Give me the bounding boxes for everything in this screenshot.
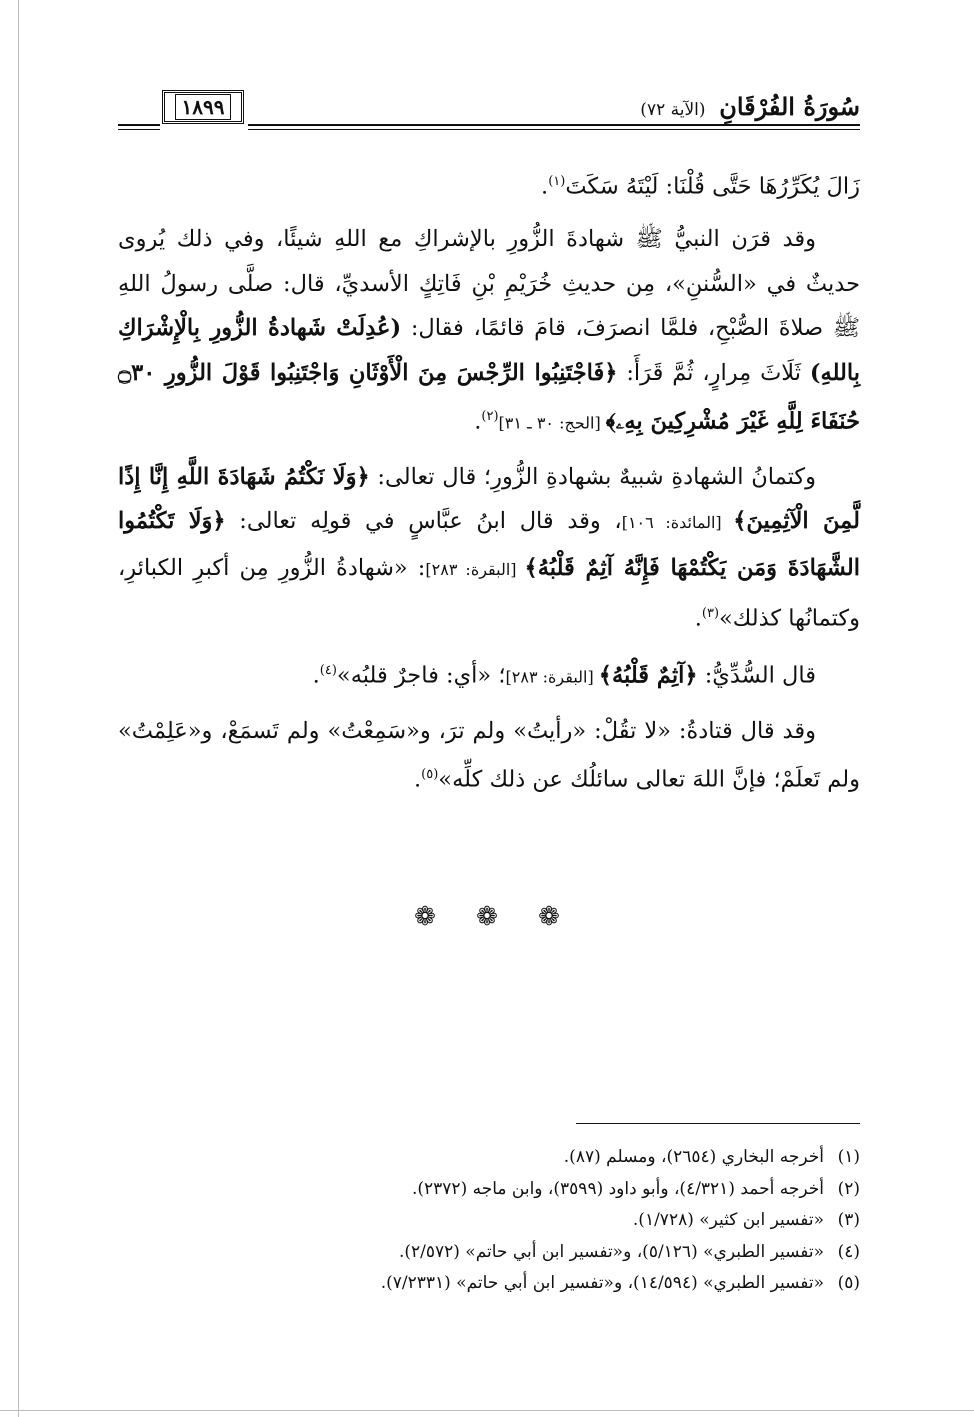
paragraph-text: ثَلَاثَ مِرارٍ، ثُمَّ قَرَأَ:: [617, 359, 810, 386]
footnote-number: (٥): [837, 1273, 860, 1293]
footnote-item: [220, 1205, 860, 1237]
main-text: [118, 160, 860, 802]
scan-bottom-line: [0, 1410, 974, 1411]
paragraph-kitman: وكتمانُ الشهادةِ شبيهٌ بشهادةِ الزُّورِ؛ قال تعالى: ﴿وَلَا نَكْتُمُ شَهَادَةَ اللَّهِ إِنَّا إِذًا لَّمِنَ الْآثِمِينَ﴾ [المائدة: ١٠٦]، وقد قال ابنُ عبَّاسٍ في قولِه تعالى: ﴿وَلَا تَكْتُمُوا الشَّهَادَةَ وَمَن يَكْتُمْهَا فَإِنَّهُ آثِمٌ قَلْبُهُ﴾ [البقرة: ٢٨٣]: «شهادةُ الزُّورِ مِن أكبرِ الكبائرِ، وكتمانُها كذلك»$^{(٣)}$.: [118, 463, 861, 632]
footnote-text: أخرجه البخاري (٢٦٥٤)، ومسلم (٨٧).: [563, 1147, 824, 1167]
footnote-item: [220, 1142, 860, 1174]
footnote-item: [220, 1268, 860, 1300]
footnote-number: (١): [837, 1147, 860, 1167]
footnote-ref-4: (٤): [319, 663, 337, 679]
verse-reference: [الحج: ٣٠ ـ ٣١]: [498, 413, 606, 433]
header-rule: [248, 124, 860, 130]
paragraph-shahadat-zur: وقد قرَن النبيُّ ﷺ شهادةَ الزُّورِ بالإشراكِ مع اللهِ شيئًا، وفي ذلك يُروى حديثٌ في «السُّننِ»، مِن حديثِ خُرَيْمِ بْنِ فَاتِكٍ الأسديِّ، قال: صلَّى رسولُ اللهِ ﷺ صلاةَ الصُّبْحِ، فلمَّا انصرَفَ، قامَ قائمًا، فقال: (عُدِلَتْ شَهادةُ الزُّورِ بِالْإِشْرَاكِ بِاللهِ) ثَلَاثَ مِرارٍ، ثُمَّ قَرَأَ: ﴿فَاجْتَنِبُوا الرِّجْسَ مِنَ الْأَوْثَانِ وَاجْتَنِبُوا قَوْلَ الزُّورِ ۝٣٠ حُنَفَاءَ لِلَّهِ غَيْرَ مُشْرِكِينَ بِهِۦ﴾ [الحج: ٣٠ ـ ٣١]$^{(٢)}$.: [118, 226, 861, 435]
footnote-item: [220, 1237, 860, 1269]
page-number: ١٨٩٩: [175, 94, 232, 120]
quran-verse: ﴿وَلَا تَكْتُمُوا الشَّهَادَةَ وَمَن يَكْتُمْهَا فَإِنَّهُ آثِمٌ قَلْبُهُ﴾: [118, 508, 860, 581]
quran-verse: ﴿آثِمٌ قَلْبُهُ﴾: [598, 662, 698, 689]
paragraph-text: ، وقد قال ابنُ عبَّاسٍ في قولِه تعالى:: [225, 508, 622, 535]
paragraph-text: : «شهادةُ الزُّورِ مِن أكبرِ الكبائرِ، وكتمانُها كذلك»: [118, 554, 860, 632]
footnote-number: (٣): [837, 1210, 860, 1230]
paragraph-qatada: وقد قال قتادةُ: «لا تقُلْ: «رأيتُ» ولم ترَ، و«سَمِعْتُ» ولم تَسمَعْ، و«عَلِمْتُ» ولم تَعلَمْ؛ فإنَّ اللهَ تعالى سائلُك عن ذلك كلِّه»$^{(٥)}$.: [118, 717, 860, 793]
paragraph-text: ؛ «أي: فاجرٌ قلبُه»: [336, 662, 506, 689]
footnote-ref-1: (١): [548, 174, 566, 189]
footnote-number: (٤): [837, 1241, 860, 1262]
footnote-item: [220, 1174, 860, 1206]
flower-ornament-icon: ❁: [538, 902, 560, 932]
paragraph-text: وكتمانُ الشهادةِ شبيهٌ بشهادةِ الزُّورِ؛ قال تعالى:: [369, 463, 816, 490]
footnote-text: أخرجه أحمد (٤/٣٢١)، وأبو داود (٣٥٩٩)، وابن ماجه (٢٣٧٢).: [411, 1178, 824, 1199]
footnote-divider: [576, 1123, 860, 1124]
footnote-ref-5: (٥): [421, 767, 439, 783]
paragraph-text: وقد قال قتادةُ: «لا تقُلْ: «رأيتُ» ولم ترَ، و«سَمِعْتُ» ولم تَسمَعْ، و«عَلِمْتُ» ولم تَعلَمْ؛ فإنَّ اللهَ تعالى سائلُك عن ذلك كلِّه»: [118, 717, 860, 793]
scan-edge-line: [18, 0, 19, 1417]
aya-label: (الآية ٧٢): [640, 100, 706, 120]
section-separator: [0, 903, 974, 939]
paragraph-text: وقد قرَن النبيُّ ﷺ شهادةَ الزُّورِ بالإشراكِ مع اللهِ شيئًا، وفي ذلك يُروى حديثٌ في «السُّننِ»، مِن حديثِ خُرَيْمِ بْنِ فَاتِكٍ الأسديِّ، قال: صلَّى رسولُ اللهِ ﷺ صلاةَ الصُّبْحِ، فلمَّا انصرَفَ، قامَ قائمًا، فقال:: [118, 226, 861, 342]
verse-reference: [المائدة: ١٠٦]: [621, 513, 734, 533]
hadith-end-text: زَالَ يُكَرِّرُهَا حَتَّى قُلْنَا: لَيْتَهُ سَكَتَ: [565, 173, 860, 200]
hadith-quote: (عُدِلَتْ شَهادةُ الزُّورِ بِالْإِشْرَاكِ بِاللهِ): [118, 315, 860, 386]
surah-title: سُورَةُ الفُرْقَانِ: [719, 92, 860, 121]
paragraph-suddi: قال السُّدِّيُّ: ﴿آثِمٌ قَلْبُهُ﴾ [البقرة: ٢٨٣]؛ «أي: فاجرٌ قلبُه»$^{(٤)}$.: [312, 662, 816, 689]
quran-verse: ﴿فَاجْتَنِبُوا الرِّجْسَ مِنَ الْأَوْثَانِ وَاجْتَنِبُوا قَوْلَ الزُّورِ ۝٣٠ حُنَفَاءَ لِلَّهِ غَيْرَ مُشْرِكِينَ بِهِۦ﴾: [118, 359, 860, 435]
footnote-ref-3: (٣): [701, 606, 720, 622]
flower-ornament-icon: ❁: [476, 902, 498, 932]
footnote-text: «تفسير الطبري» (١٤/٥٩٤)، و«تفسير ابن أبي حاتم» (٧/٢٣٣١).: [380, 1273, 824, 1293]
continuation-line: زَالَ يُكَرِّرُهَا حَتَّى قُلْنَا: لَيْتَهُ سَكَتَ$^{(١)}$.: [541, 173, 860, 200]
verse-reference: [البقرة: ٢٨٣]: [425, 559, 525, 579]
footnote-number: (٢): [837, 1178, 860, 1199]
page-number-frame: [162, 90, 244, 124]
footnotes: [220, 1142, 860, 1300]
paragraph-text: قال السُّدِّيُّ:: [697, 662, 816, 689]
flower-ornament-icon: ❁: [414, 902, 436, 932]
footnote-ref-2: (٢): [481, 409, 499, 425]
verse-reference: [البقرة: ٢٨٣]: [505, 667, 599, 687]
quran-verse: ﴿وَلَا نَكْتُمُ شَهَادَةَ اللَّهِ إِنَّا إِذًا لَّمِنَ الْآثِمِينَ﴾: [118, 463, 861, 535]
running-title: [640, 92, 860, 121]
page-header: [118, 88, 860, 132]
footnote-text: «تفسير ابن كثير» (١/٧٢٨).: [632, 1210, 824, 1230]
header-rule-left: [118, 124, 160, 130]
footnote-text: «تفسير الطبري» (٥/١٢٦)، و«تفسير ابن أبي حاتم» (٢/٥٧٢).: [398, 1241, 824, 1262]
